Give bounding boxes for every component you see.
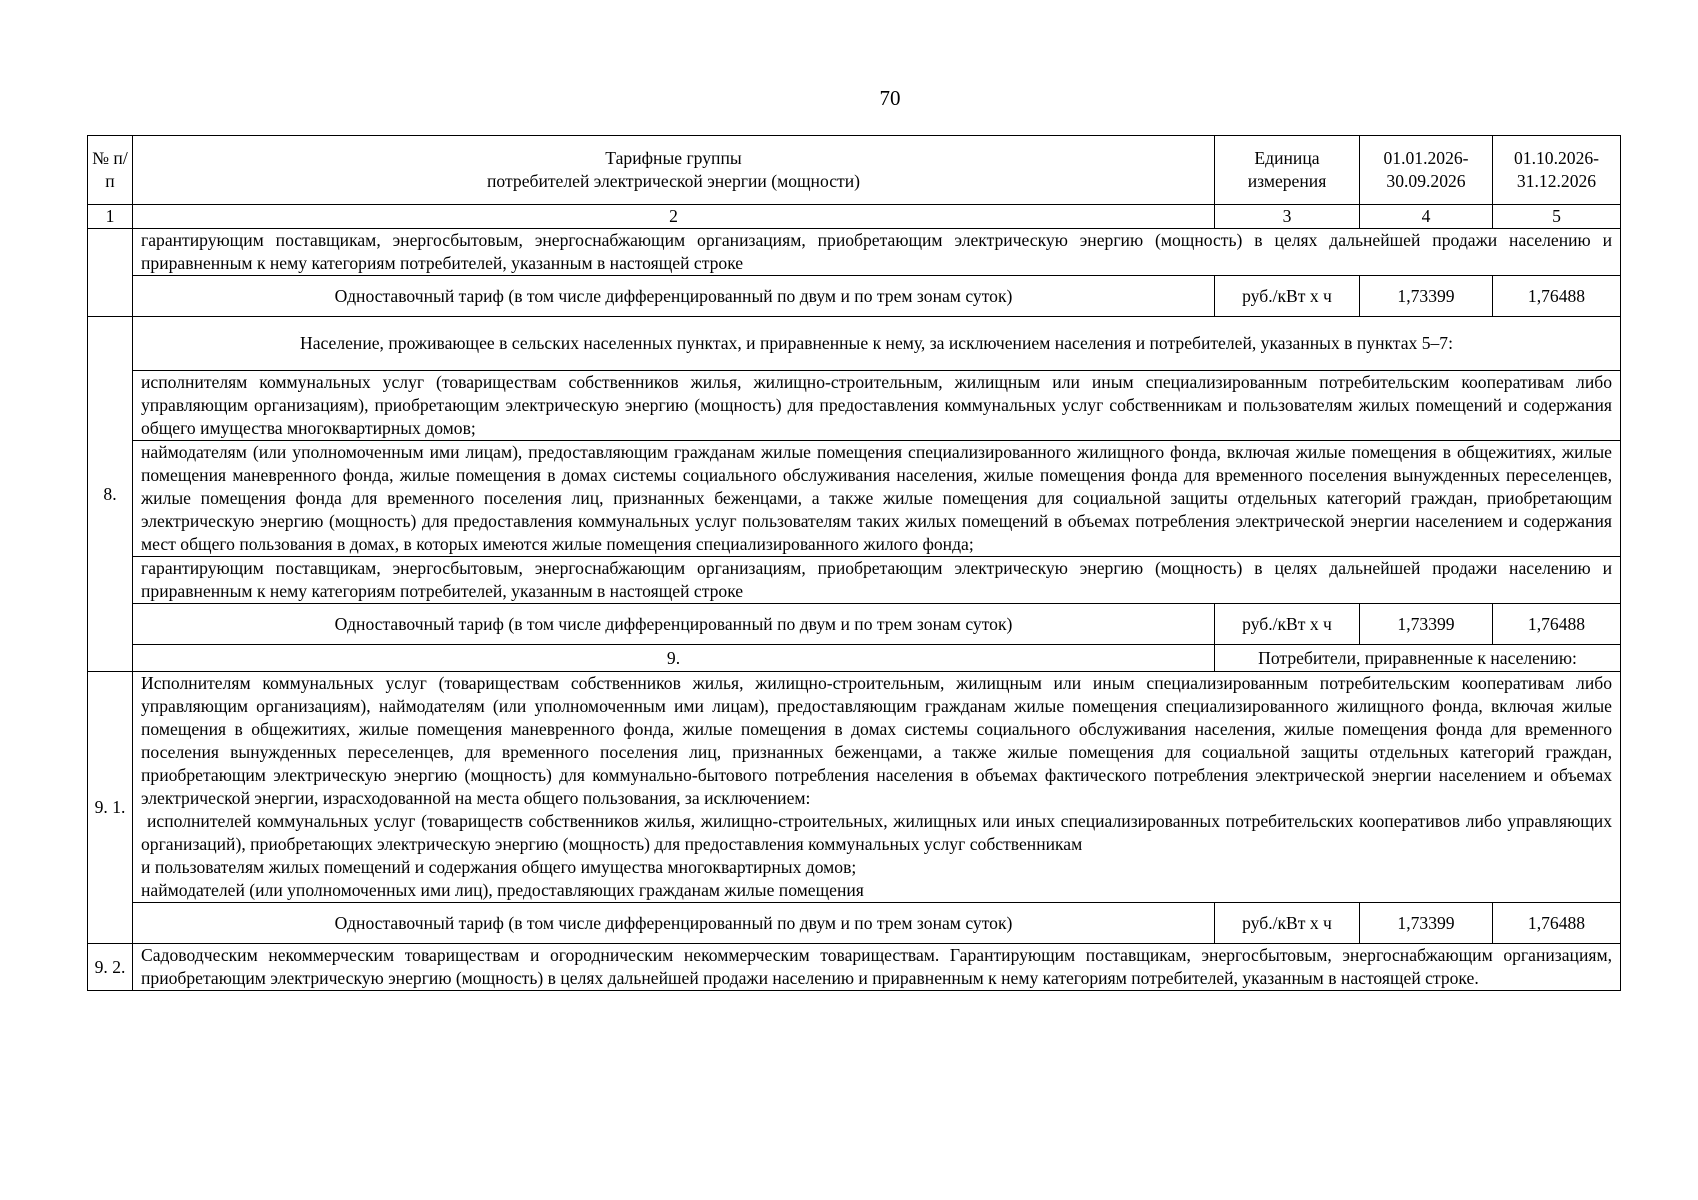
row-description: наймодателям (или уполномоченным ими лицам), предоставляющим гражданам жилые помещения специализированного жилищного фонда, включая жилые помещения в общежитиях, жилые помещения маневренного фонда, жилые помещения в домах системы социального обслуживания населения, жилые помещения фонда для временного поселения вынужденных переселенцев, жилые помещения фонда для временного поселения лиц, признанных беженцами, а также жилые помещения для социальной защиты отдельных категорий граждан, приобретающим электрическую энергию (мощность) для предоставления коммунальных услуг пользователям таких жилых помещений в объемах потребления электрической энергии населением и содержания мест общего пользования в домах, в которых имеются жилые помещения специализированного жилого фонда; xyxy=(133,441,1621,557)
column-number: 5 xyxy=(1493,205,1621,229)
page-number: 70 xyxy=(879,86,901,110)
tariff-value-period-2: 1,76488 xyxy=(1493,604,1621,645)
tariff-value-period-1: 1,73399 xyxy=(1360,276,1493,317)
tariff-value-period-1: 1,73399 xyxy=(1360,604,1493,645)
table-row xyxy=(88,229,1621,276)
row-description xyxy=(133,672,1621,903)
section-heading: Население, проживающее в сельских населенных пунктах, и приравненные к нему, за исключением населения и потребителей, указанных в пунктах 5–7: xyxy=(133,317,1621,371)
column-number: 2 xyxy=(133,205,1215,229)
row-number: 9. 1. xyxy=(88,672,133,944)
row-description-exception: наймодателей (или уполномоченных ими лиц), предоставляющих гражданам жилые помещения xyxy=(141,880,864,900)
tariff-unit: руб./кВт х ч xyxy=(1215,276,1360,317)
tariff-unit: руб./кВт х ч xyxy=(1215,604,1360,645)
header-number-col: № п/ п xyxy=(88,136,133,205)
tariff-unit: руб./кВт х ч xyxy=(1215,903,1360,944)
row-number: 9. 2. xyxy=(88,944,133,991)
column-numbers-row xyxy=(88,205,1621,229)
row-description-exception: и пользователям жилых помещений и содержания общего имущества многоквартирных домов; xyxy=(141,857,857,877)
tariff-row xyxy=(88,604,1621,645)
column-number: 1 xyxy=(88,205,133,229)
table-row xyxy=(88,645,1621,672)
tariff-row xyxy=(88,276,1621,317)
header-period-1: 01.01.2026- 30.09.2026 xyxy=(1360,136,1493,205)
row-description-exception: исполнителей коммунальных услуг (товариществ собственников жилья, жилищно-строительных, жилищных или иных специализированных потребительских кооперативов либо управляющих организаций), приобретающих электрическую энергию (мощность) для предоставления коммунальных услуг собственникам xyxy=(141,811,1612,854)
header-unit: Единица измерения xyxy=(1215,136,1360,205)
column-number: 3 xyxy=(1215,205,1360,229)
tariff-value-period-2: 1,76488 xyxy=(1493,276,1621,317)
table-row xyxy=(88,944,1621,991)
table-row xyxy=(88,371,1621,441)
tariff-value-period-1: 1,73399 xyxy=(1360,903,1493,944)
row-number-empty xyxy=(88,229,133,317)
row-description: гарантирующим поставщикам, энергосбытовым, энергоснабжающим организациям, приобретающим электрическую энергию (мощность) в целях дальнейшей продажи населению и приравненным к нему категориям потребителей, указанным в настоящей строке xyxy=(133,229,1621,276)
table-row xyxy=(88,441,1621,557)
tariff-value-period-2: 1,76488 xyxy=(1493,903,1621,944)
table-row xyxy=(88,557,1621,604)
tariff-label: Одноставочный тариф (в том числе дифференцированный по двум и по трем зонам суток) xyxy=(133,276,1215,317)
row-description: Садоводческим некоммерческим товариществам и огородническим некоммерческим товариществам. Гарантирующим поставщикам, энергосбытовым, энергоснабжающим организациям, приобретающим электрическую энергию (мощность) в целях дальнейшей продажи населению и приравненным к нему категориям потребителей, указанным в настоящей строке. xyxy=(133,944,1621,991)
tariff-label: Одноставочный тариф (в том числе дифференцированный по двум и по трем зонам суток) xyxy=(133,903,1215,944)
table-row xyxy=(88,672,1621,903)
tariff-row xyxy=(88,903,1621,944)
header-period-2: 01.10.2026- 31.12.2026 xyxy=(1493,136,1621,205)
tariff-label: Одноставочный тариф (в том числе дифференцированный по двум и по трем зонам суток) xyxy=(133,604,1215,645)
row-description-main: Исполнителям коммунальных услуг (товариществам собственников жилья, жилищно-строительным, жилищным или иным специализированным потребительским кооперативам либо управляющим организациям), наймодателям (или уполномоченным ими лицам), предоставляющим гражданам жилые помещения специализированного жилищного фонда, включая жилые помещения в общежитиях, жилые помещения маневренного фонда, жилые помещения в домах системы социального обслуживания населения, жилые помещения фонда для временного поселения вынужденных переселенцев, для временного поселения лиц, признанных беженцами, а также жилые помещения для социальной защиты отдельных категорий граждан, приобретающим электрическую энергию (мощность) для коммунально-бытового потребления населения в объемах фактического потребления электрической энергии населением и объемах электрической энергии, израсходованной на места общего пользования, за исключением: xyxy=(141,673,1612,808)
row-description: исполнителям коммунальных услуг (товариществам собственников жилья, жилищно-строительным, жилищным или иным специализированным потребительским кооперативам либо управляющим организациям), приобретающим электрическую энергию (мощность) для предоставления коммунальных услуг собственникам и пользователям жилых помещений и содержания общего имущества многоквартирных домов; xyxy=(133,371,1621,441)
row-number: 8. xyxy=(88,317,133,672)
header-row xyxy=(88,136,1621,205)
tariff-table xyxy=(87,135,1621,991)
header-tariff-groups: Тарифные группы потребителей электрической энергии (мощности) xyxy=(133,136,1215,205)
row-description: гарантирующим поставщикам, энергосбытовым, энергоснабжающим организациям, приобретающим электрическую энергию (мощность) в целях дальнейшей продажи населению и приравненным к нему категориям потребителей, указанным в настоящей строке xyxy=(133,557,1621,604)
column-number: 4 xyxy=(1360,205,1493,229)
table-row xyxy=(88,317,1621,371)
row-number: 9. xyxy=(133,645,1215,672)
section-heading: Потребители, приравненные к населению: xyxy=(1215,645,1621,672)
